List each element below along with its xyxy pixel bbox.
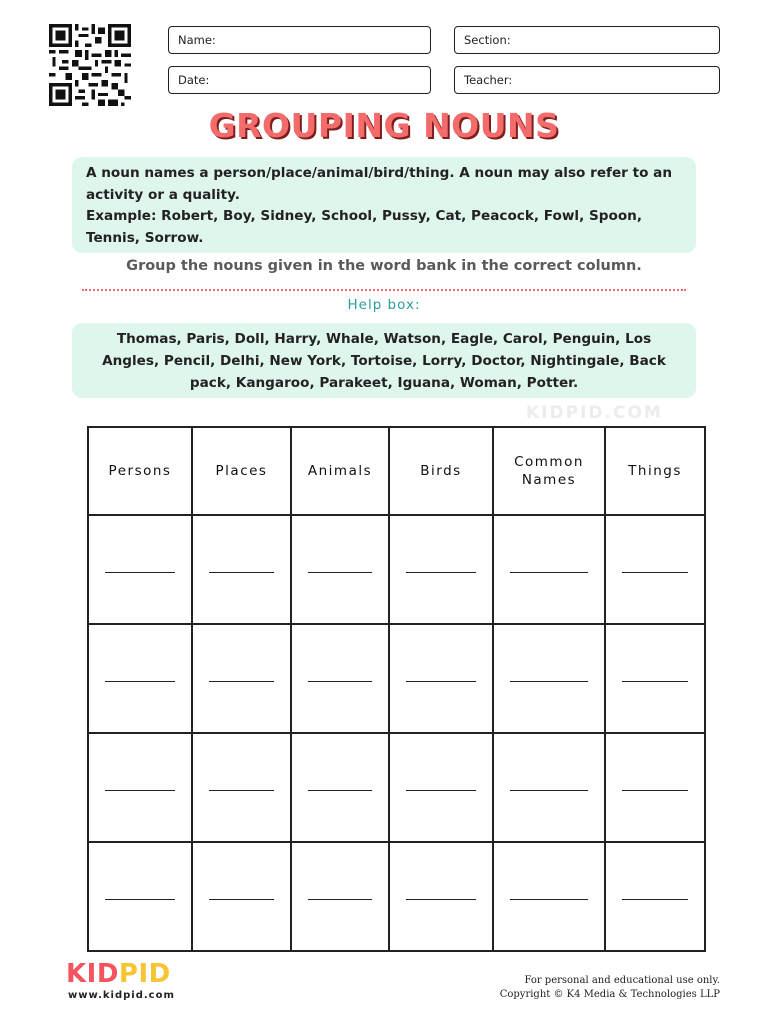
- answer-blank-line: [622, 899, 688, 900]
- answer-cell[interactable]: [291, 842, 389, 951]
- intro-panel: [72, 157, 696, 253]
- answer-blank-line: [105, 572, 175, 573]
- answer-cell[interactable]: [192, 842, 291, 951]
- answer-blank-line: [406, 899, 476, 900]
- answer-blank-line: [308, 572, 372, 573]
- column-header-things: Things: [605, 427, 705, 515]
- noun-example: Example: Robert, Boy, Sidney, School, Pussy, Cat, Peacock, Fowl, Spoon, Tennis, Sorrow.: [86, 208, 643, 246]
- dotted-divider: [82, 289, 686, 291]
- kidpid-logo: [66, 960, 171, 988]
- answer-blank-line: [209, 790, 274, 791]
- answer-blank-line: [105, 681, 175, 682]
- footer-notice: [500, 974, 720, 1002]
- answer-blank-line: [622, 790, 688, 791]
- answer-cell[interactable]: [192, 733, 291, 842]
- answer-cell[interactable]: [88, 842, 192, 951]
- column-header-animals: Animals: [291, 427, 389, 515]
- table-row: [88, 842, 705, 951]
- instruction-text: Group the nouns given in the word bank in the correct column.: [126, 258, 642, 274]
- table-row: [88, 515, 705, 624]
- answer-cell[interactable]: [291, 515, 389, 624]
- answer-blank-line: [406, 681, 476, 682]
- word-bank: [72, 323, 696, 398]
- answer-cell[interactable]: [493, 733, 605, 842]
- answer-cell[interactable]: [88, 624, 192, 733]
- page-title: GROUPING NOUNS: [208, 106, 560, 145]
- answer-blank-line: [510, 899, 588, 900]
- noun-definition: A noun names a person/place/animal/bird/thing. A noun may also refer to an activity or a quality.: [86, 165, 673, 203]
- answer-blank-line: [308, 899, 372, 900]
- answer-blank-line: [209, 572, 274, 573]
- answer-cell[interactable]: [605, 842, 705, 951]
- answer-cell[interactable]: [291, 624, 389, 733]
- answer-cell[interactable]: [605, 624, 705, 733]
- answer-blank-line: [209, 681, 274, 682]
- name-field[interactable]: Name:: [168, 26, 431, 54]
- answer-blank-line: [308, 681, 372, 682]
- answer-cell[interactable]: [389, 842, 493, 951]
- teacher-field[interactable]: Teacher:: [454, 66, 720, 94]
- footer-line-usage: For personal and educational use only.: [524, 975, 720, 986]
- watermark: KIDPID.COM: [526, 403, 663, 423]
- column-header-birds: Birds: [389, 427, 493, 515]
- answer-blank-line: [622, 681, 688, 682]
- answer-blank-line: [406, 790, 476, 791]
- date-field[interactable]: Date:: [168, 66, 431, 94]
- answer-cell[interactable]: [389, 515, 493, 624]
- table-body: [88, 515, 705, 951]
- answer-blank-line: [105, 899, 175, 900]
- answer-blank-line: [510, 790, 588, 791]
- answer-cell[interactable]: [493, 515, 605, 624]
- help-box-label: Help box:: [347, 297, 421, 313]
- answer-blank-line: [209, 899, 274, 900]
- answer-cell[interactable]: [605, 733, 705, 842]
- answer-blank-line: [510, 572, 588, 573]
- logo-kid: KID: [66, 959, 119, 989]
- answer-blank-line: [406, 572, 476, 573]
- column-header-persons: Persons: [88, 427, 192, 515]
- column-header-places: Places: [192, 427, 291, 515]
- answer-cell[interactable]: [493, 842, 605, 951]
- word-bank-words: Thomas, Paris, Doll, Harry, Whale, Watson, Eagle, Carol, Penguin, Los Angles, Pencil, Delhi, New York, Tortoise, Lorry, Doctor, Nightingale, Back pack, Kangaroo, Parakeet, Iguana, Woman, Potter.: [102, 331, 666, 391]
- table-header-row: [88, 427, 705, 515]
- column-header-common-names: Common Names: [493, 427, 605, 515]
- logo-pid: PID: [118, 959, 171, 989]
- qr-code-icon: [48, 24, 132, 106]
- section-field[interactable]: Section:: [454, 26, 720, 54]
- answer-cell[interactable]: [291, 733, 389, 842]
- answer-cell[interactable]: [389, 733, 493, 842]
- answer-cell[interactable]: [192, 624, 291, 733]
- answer-cell[interactable]: [88, 733, 192, 842]
- table-row: [88, 733, 705, 842]
- footer-line-copyright: Copyright © K4 Media & Technologies LLP: [499, 989, 720, 1000]
- answer-blank-line: [622, 572, 688, 573]
- grouping-table: [87, 426, 706, 952]
- answer-blank-line: [510, 681, 588, 682]
- answer-cell[interactable]: [605, 515, 705, 624]
- answer-cell[interactable]: [192, 515, 291, 624]
- table-row: [88, 624, 705, 733]
- answer-cell[interactable]: [88, 515, 192, 624]
- answer-blank-line: [308, 790, 372, 791]
- answer-cell[interactable]: [493, 624, 605, 733]
- answer-blank-line: [105, 790, 175, 791]
- answer-cell[interactable]: [389, 624, 493, 733]
- logo-url: www.kidpid.com: [68, 990, 175, 1001]
